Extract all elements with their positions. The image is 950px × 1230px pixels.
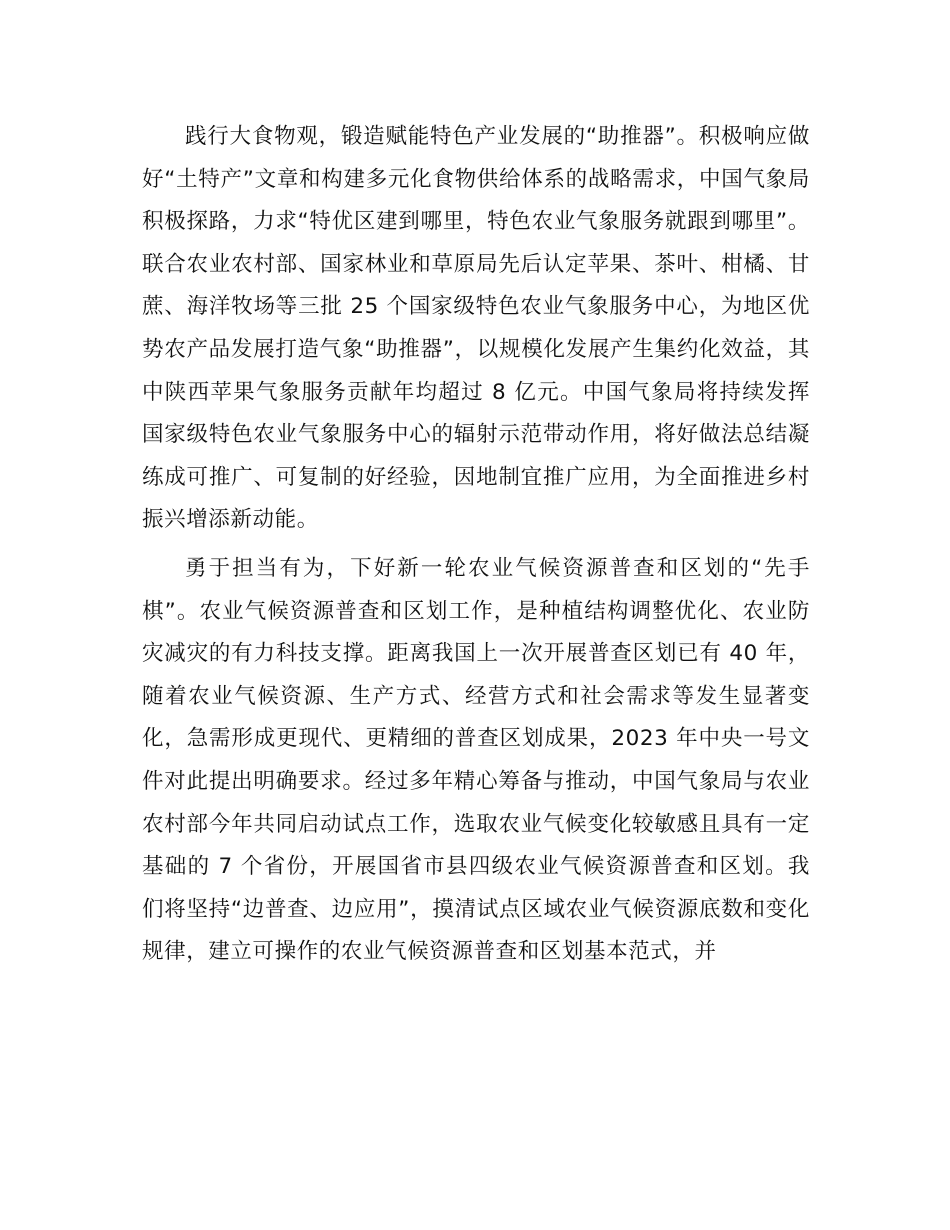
paragraph-climate-survey: 勇于担当有为，下好新一轮农业气候资源普查和区划的“先手棋”。农业气候资源普查和区划工作，是种植结构调整优化、农业防灾减灾的有力科技支撑。距离我国上一次开展普查区划已有 40 年，随着农业气候资源、生产方式、经营方式和社会需求等发生显著变化，急需形成更现代、更精细的普查区划成果，2023 年中央一号文件对此提出明确要求。经过多年精心筹备与推动，中国气象局与农业农村部今年共同启动试点工作，选取农业气候变化较敏感且具有一定基础的 7 个省份，开展国省市县四级农业气候资源普查和区划。我们将坚持“边普查、边应用”，摸清试点区域农业气候资源底数和变化规律，建立可操作的农业气候资源普查和区划基本范式，并 <box>142 555 810 965</box>
document-page <box>142 116 810 974</box>
paragraph-food-concept: 践行大食物观，锻造赋能特色产业发展的“助推器”。积极响应做好“土特产”文章和构建多元化食物供给体系的战略需求，中国气象局积极探路，力求“特优区建到哪里，特色农业气象服务就跟到哪里”。联合农业农村部、国家林业和草原局先后认定苹果、茶叶、柑橘、甘蔗、海洋牧场等三批 25 个国家级特色农业气象服务中心，为地区优势农产品发展打造气象“助推器”，以规模化发展产生集约化效益，其中陕西苹果气象服务贡献年均超过 8 亿元。中国气象局将持续发挥国家级特色农业气象服务中心的辐射示范带动作用，将好做法总结凝练成可推广、可复制的好经验，因地制宜推广应用，为全面推进乡村振兴增添新动能。 <box>142 124 810 533</box>
